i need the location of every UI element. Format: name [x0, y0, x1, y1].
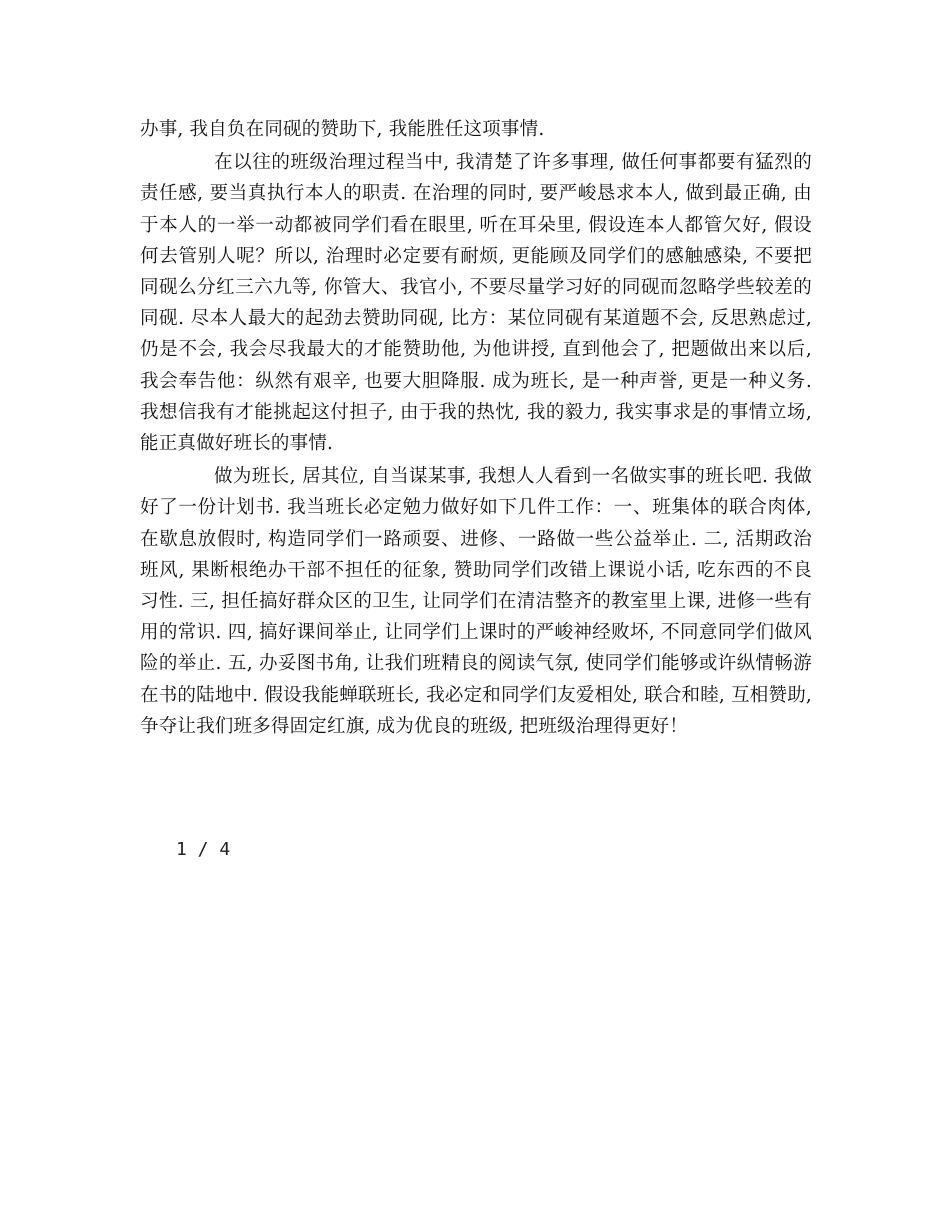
- document-body: [140, 114, 812, 742]
- paragraph-class-management: 在以往的班级治理过程当中, 我清楚了许多事理, 做任何事都要有猛烈的责任感, 要当真执行本人的职责. 在治理的同时, 要严峻恳求本人, 做到最正确, 由于本人的一举一动都被同学们看在眼里, 听在耳朵里, 假设连本人都管欠好, 假设何去管别人呢？所以, 治理时必定要有耐烦, 更能顾及同学们的感触感染, 不要把同砚么分红三六九等, 你管大、我官小, 不要尽量学习好的同砚而忽略学些较差的同砚. 尽本人最大的起劲去赞助同砚, 比方：某位同砚有某道题不会, 反思熟虑过, 仍是不会, 我会尽我最大的才能赞助他, 为他讲授, 直到他会了, 把题做出来以后, 我会奉告他：纵然有艰辛, 也要大胆降服. 成为班长, 是一种声誉, 更是一种义务. 我想信我有才能挑起这付担子, 由于我的热忱, 我的毅力, 我实事求是的事情立场, 能正真做好班长的事情.: [140, 152, 812, 455]
- paragraph-continuation: 办事, 我自负在同砚的赞助下, 我能胜任这项事情.: [140, 119, 545, 140]
- paragraph-monitor-plan: 做为班长, 居其位, 自当谋某事, 我想人人看到一名做实事的班长吧. 我做好了一份计划书. 我当班长必定勉力做好如下几件工作：一、班集体的联合肉体, 在歇息放假时, 构造同学们一路顽耍、进修、一路做一些公益举止. 二, 活期政治班风, 果断根绝办干部不担任的征象, 赞助同学们改错上课说小话, 吃东西的不良习性. 三, 担任搞好群众区的卫生, 让同学们在清洁整齐的教室里上课, 进修一些有用的常识. 四, 搞好课间举止, 让同学们上课时的严峻神经败坏, 不同意同学们做风险的举止. 五, 办妥图书角, 让我们班精良的阅读气氛, 使同学们能够或许纵情畅游在书的陆地中. 假设我能蝉联班长, 我必定和同学们友爱相处, 联合和睦, 互相赞助, 争夺让我们班多得固定红旗, 成为优良的班级, 把班级治理得更好！: [140, 466, 812, 737]
- page-number: 1 / 4: [176, 839, 231, 860]
